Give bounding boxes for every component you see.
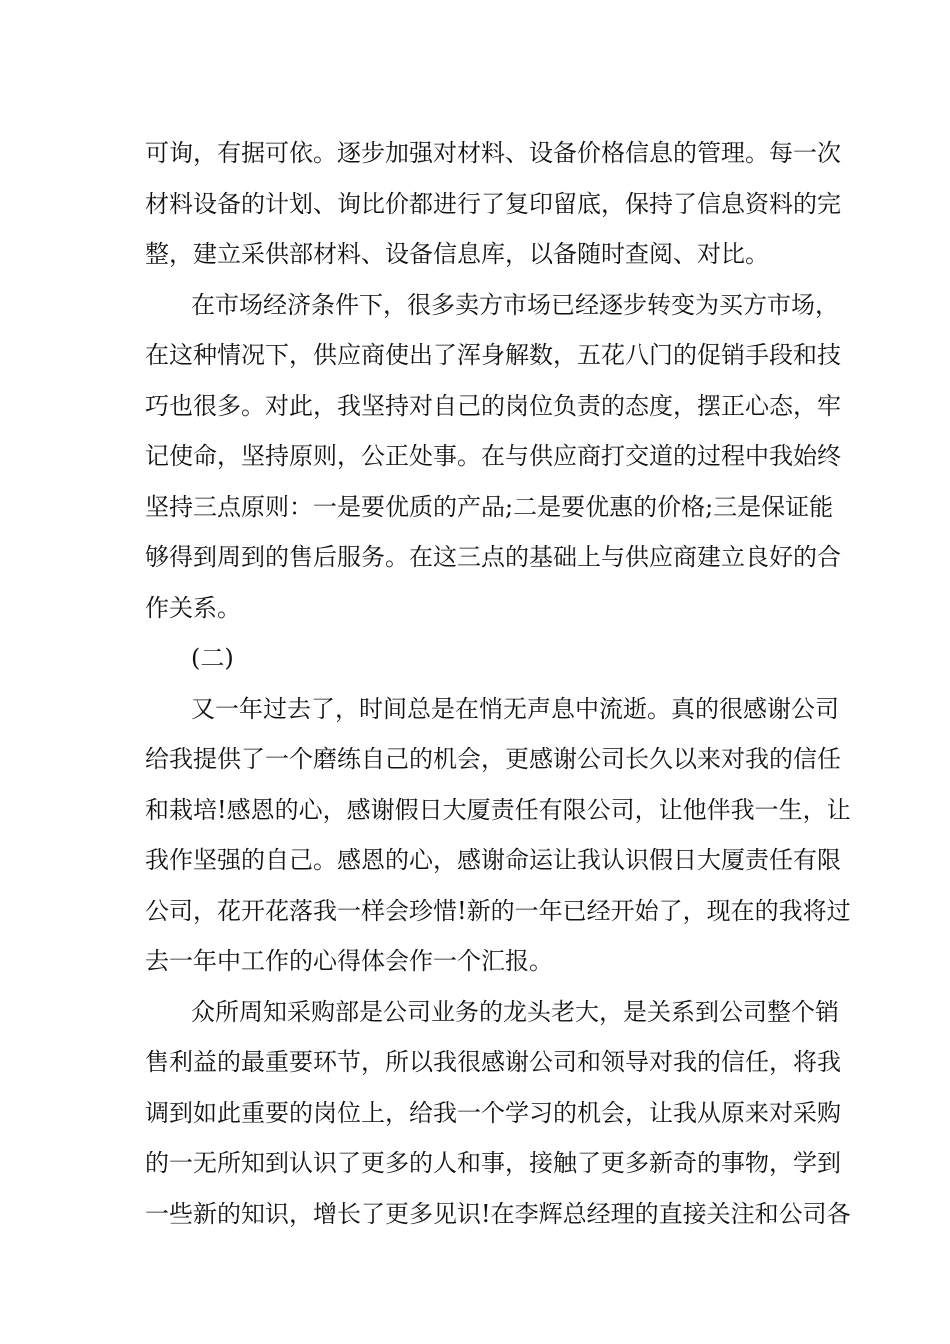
text-line-8: 坚持三点原则：一是要优质的产品;二是要优惠的价格;三是保证能 (145, 492, 834, 521)
text-line-1: 可询，有据可依。逐步加强对材料、设备价格信息的管理。每一次 (145, 139, 841, 167)
text-line-5: 在这种情况下，供应商使出了浑身解数，五花八门的促销手段和技 (145, 341, 841, 369)
document-body (145, 128, 851, 1239)
paragraph-start-line: 在市场经济条件下，很多卖方市场已经逐步转变为买方市场， (191, 290, 839, 319)
section-heading: (二) (191, 644, 234, 672)
text-line-10: 作关系。 (145, 593, 241, 622)
text-line-21: 的一无所知到认识了更多的人和事，接触了更多新奇的事物，学到 (145, 1149, 841, 1177)
text-line-19: 售利益的最重要环节，所以我很感谢公司和领导对我的信任，将我 (145, 1048, 841, 1076)
paragraph-start-line: 众所周知采购部是公司业务的龙头老大，是关系到公司整个销 (191, 997, 839, 1026)
text-line-13: 给我提供了一个磨练自己的机会，更感谢公司长久以来对我的信任 (145, 745, 841, 773)
text-line-22: 一些新的知识，增长了更多见识!在李辉总经理的直接关注和公司各 (145, 1199, 851, 1228)
text-line-7: 记使命，坚持原则，公正处事。在与供应商打交道的过程中我始终 (145, 442, 841, 470)
text-line-15: 我作坚强的自己。感恩的心，感谢命运让我认识假日大厦责任有限 (145, 846, 841, 874)
text-line-9: 够得到周到的售后服务。在这三点的基础上与供应商建立良好的合 (145, 543, 841, 571)
text-line-2: 材料设备的计划、询比价都进行了复印留底，保持了信息资料的完 (145, 189, 841, 218)
paragraph-start-line: 又一年过去了，时间总是在悄无声息中流逝。真的很感谢公司 (191, 694, 839, 723)
text-line-14: 和栽培!感恩的心，感谢假日大厦责任有限公司，让他伴我一生，让 (145, 795, 851, 824)
text-line-16: 公司，花开花落我一样会珍惜!新的一年已经开始了，现在的我将过 (145, 896, 851, 925)
text-line-17: 去一年中工作的心得体会作一个汇报。 (145, 947, 553, 975)
text-line-3: 整，建立采供部材料、设备信息库，以备随时查阅、对比。 (145, 240, 769, 268)
text-line-20: 调到如此重要的岗位上，给我一个学习的机会，让我从原来对采购 (145, 1098, 841, 1127)
text-line-6: 巧也很多。对此，我坚持对自己的岗位负责的态度，摆正心态，牢 (145, 391, 841, 420)
